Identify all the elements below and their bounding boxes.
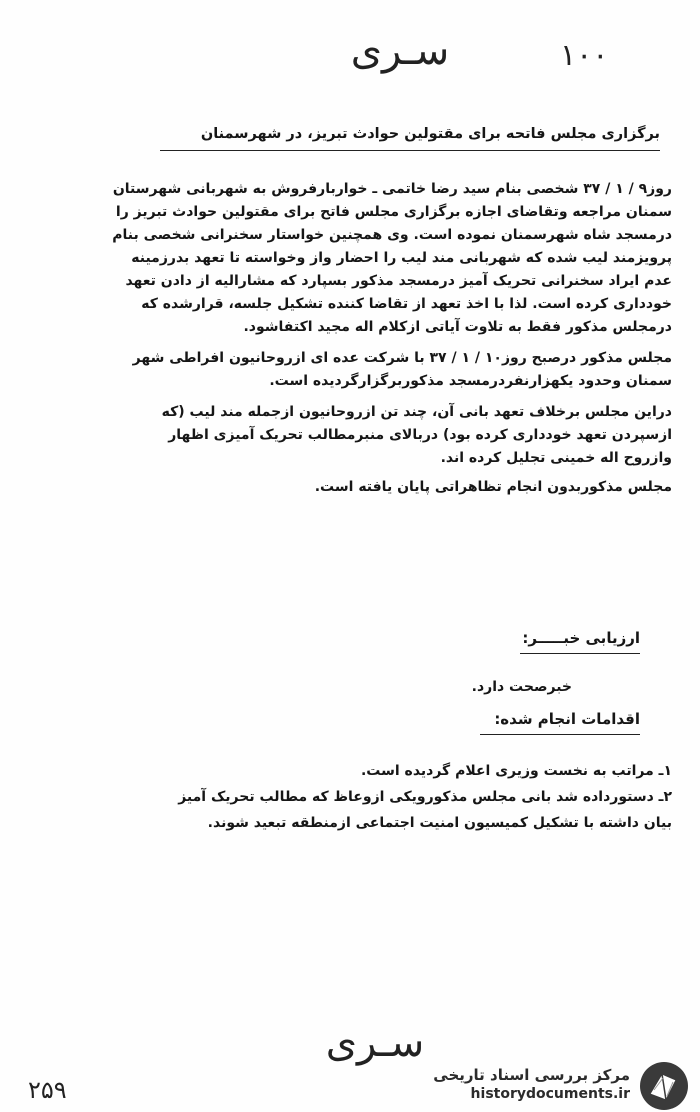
- book-logo-icon: [638, 1060, 690, 1112]
- actions-heading: اقدامات انجام شده:: [494, 710, 640, 728]
- page-number: ۱۰۰: [560, 38, 609, 73]
- body-line: وازروح اله خمینی تجلیل کرده اند.: [440, 450, 672, 466]
- evaluation-heading: ارزیابی خبـــــر:: [522, 629, 640, 647]
- paragraph-2: [40, 347, 672, 393]
- paragraph-4: [40, 476, 672, 499]
- classification-stamp-bottom: سـری: [325, 1020, 425, 1066]
- body-line: خودداری کرده است. لذا با اخذ تعهد از تقاضا کننده تشکیل جلسه، قرارشده که: [141, 296, 672, 312]
- actions-list: [40, 758, 672, 836]
- body-line: سمنان مراجعه وتقاضای اجازه برگزاری مجلس فاتح برای مقتولین حوادث تبریز را: [115, 204, 672, 220]
- paragraph-1: [40, 178, 672, 339]
- paragraph-3: [40, 401, 672, 470]
- action-item-1: ۱ـ مراتب به نخست وزیری اعلام گردیده است.: [360, 763, 672, 779]
- body-line: سمنان وحدود یکهزارنفردرمسجد مذکوربرگزارگردیده است.: [269, 373, 672, 389]
- evaluation-status: خبرصحت دارد.: [471, 679, 572, 695]
- title-underline: [160, 150, 660, 151]
- body-line: درمجلس مذکور فقط به تلاوت آیاتی ازکلام اله مجید اکتفاشود.: [243, 319, 672, 335]
- document-title: برگزاری مجلس فاتحه برای مقتولین حوادث تبریز، در شهرسمنان: [200, 126, 660, 142]
- body-line: مجلس مذکوربدون انجام تظاهراتی پایان یافته است.: [314, 479, 672, 495]
- body-line: روز۹ / ۱ / ۳۷ شخصی بنام سید رضا خاتمی ـ خواربارفروش به شهربانی شهرستان: [112, 181, 672, 197]
- report-body: [40, 178, 672, 499]
- body-line: مجلس مذکور درصبح روز۱۰ / ۱ / ۳۷ با شرکت عده ای ازروحانیون افراطی شهر: [132, 350, 672, 366]
- archive-watermark: [410, 1064, 692, 1108]
- body-line: پرویزمند لیب شده که شهربانی مند لیب را احضار واز وخواسته تا تعهد بدرزمینه: [131, 250, 672, 266]
- watermark-title: مرکز بررسی اسناد تاریخی: [433, 1066, 630, 1084]
- evaluation-underline: [520, 653, 640, 654]
- archive-number: ۲۵۹: [28, 1076, 67, 1104]
- body-line: دراین مجلس برخلاف تعهد بانی آن، چند تن ازروحانیون ازجمله مند لیب (که: [161, 404, 672, 420]
- body-line: درمسجد شاه شهرسمنان نموده است. وی همچنین خواستار سخنرانی شخصی بنام: [112, 227, 672, 243]
- actions-underline: [480, 734, 640, 735]
- body-line: عدم ایراد سخنرانی تحریک آمیز درمسجد مذکور بسپارد که مشارالیه از دادن تعهد: [125, 273, 672, 289]
- body-line: ازسپردن تعهد خودداری کرده بود) دربالای منبرمطالب تحریک آمیزی اظهار: [168, 427, 672, 443]
- action-item-2-continued: بیان داشته با تشکیل کمیسیون امنیت اجتماعی ازمنطقه تبعید شوند.: [207, 815, 672, 831]
- watermark-url: historydocuments.ir: [470, 1086, 630, 1102]
- action-item-2: ۲ـ دستورداده شد بانی مجلس مذکورویکی ازوعاظ که مطالب تحریک آمیز: [178, 789, 672, 805]
- classification-stamp-top: سـری: [350, 28, 450, 74]
